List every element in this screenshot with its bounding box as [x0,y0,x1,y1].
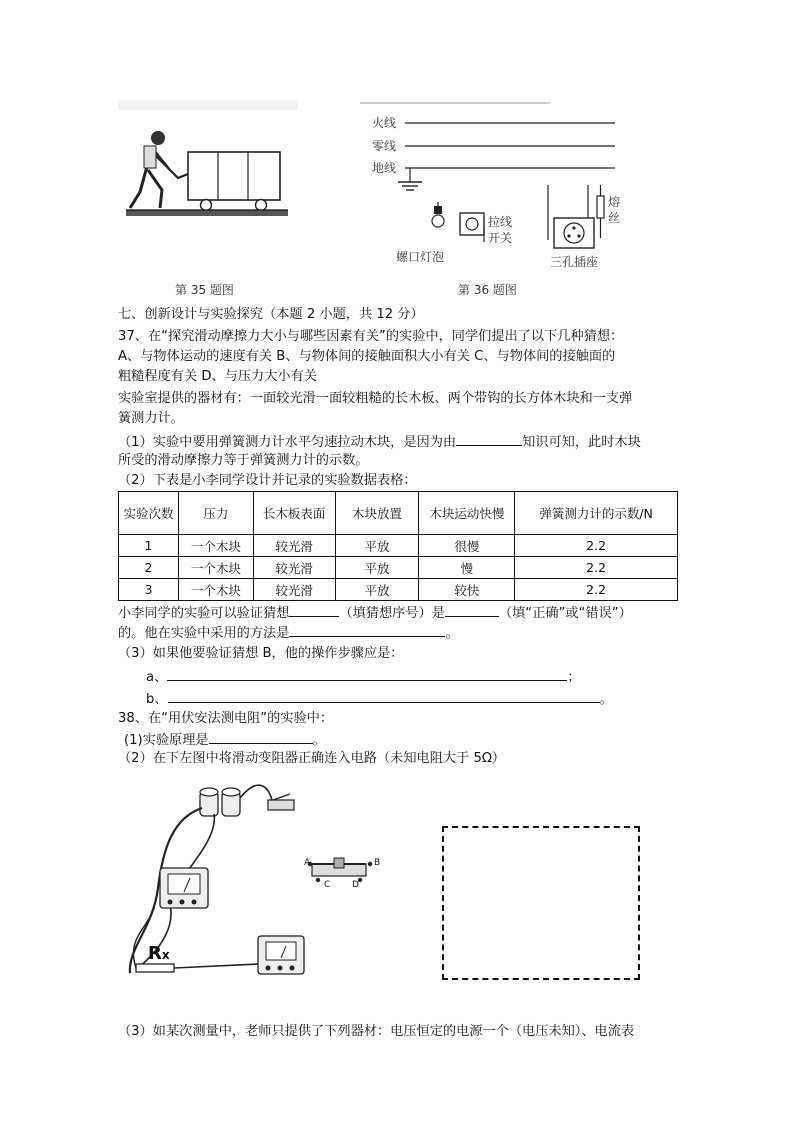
table-cell: 较光滑 [253,557,335,579]
rheostat-label-b: B [374,858,381,868]
table-header-row [119,492,678,535]
guess-number-blank[interactable] [289,602,339,617]
table-row [119,535,678,557]
label-switch-1: 拉线 [488,215,513,229]
circuit-drawing-box[interactable] [442,826,640,980]
rx-label-sub: x [161,948,170,962]
label-neutral-wire: 零线 [372,139,397,153]
section-heading: 七、创新设计与实验探究（本题 2 小题，共 12 分） [118,307,424,322]
table-cell: 较光滑 [253,535,335,557]
table-header: 弹簧测力计的示数/N [515,492,678,535]
figure-35-caption: 第 35 题图 [175,283,234,297]
step-a-blank[interactable] [167,666,567,681]
q37-part1-text-b: 知识可知，此时木块 [522,435,641,450]
q37-part2-text-d: 的。他在实验中采用的方法是 [118,626,290,641]
q37-part3-step-a [146,666,580,688]
table-cell: 一个木块 [178,557,253,579]
q37-intro: 37、在“探究滑动摩擦力大小与哪些因素有关”的实验中，同学们提出了以下几种猜想： [118,329,624,344]
q37-part2-text-a: 小李同学的实验可以验证猜想 [118,606,290,621]
table-cell: 平放 [335,557,419,579]
label-live-wire: 火线 [372,116,397,130]
table-header: 木块运动快慢 [419,492,515,535]
label-switch-2: 开关 [488,231,513,245]
q37-equipment-2: 簧测力计。 [118,411,184,426]
q37-guesses-2: 粗糙程度有关 D、与压力大小有关 [118,369,317,384]
table-cell: 2.2 [515,579,678,601]
rheostat-label-a: A [304,858,311,868]
rheostat-label-c: C [324,880,331,890]
table-row [119,557,678,579]
q37-part2-text-e: 。 [445,626,459,641]
q38-part1 [124,729,326,751]
figure-36-caption: 第 36 题图 [458,283,517,297]
table-cell: 一个木块 [178,535,253,557]
table-cell: 1 [119,535,179,557]
step-b-label: b、 [146,692,168,707]
label-socket: 三孔插座 [550,255,599,269]
table-cell: 3 [119,579,179,601]
label-fuse-2: 丝 [608,211,621,225]
table-cell: 慢 [419,557,515,579]
q38-part2: （2）在下左图中将滑动变阻器正确连入电路（未知电阻大于 5Ω） [118,751,506,766]
q37-part1-blank[interactable] [456,431,522,446]
q37-part2-text-b: （填猜想序号）是 [339,606,445,621]
q38-part1-text-b: 。 [312,733,326,748]
table-cell: 2.2 [515,535,678,557]
label-bulb: 螺口灯泡 [396,250,445,264]
table-cell: 2 [119,557,179,579]
principle-blank[interactable] [209,729,313,744]
q38-intro: 38、在“用伏安法测电阻”的实验中： [118,711,334,726]
table-header: 木块放置 [335,492,419,535]
table-cell: 2.2 [515,557,678,579]
table-cell: 很慢 [419,535,515,557]
table-header: 实验次数 [119,492,179,535]
q38-part3: （3）如某次测量中，老师只提供了下列器材：电压恒定的电源一个（电压未知）、电流表 [118,1024,635,1039]
q38-part1-text-a: (1)实验原理是 [124,733,209,748]
label-fuse-1: 熔 [608,195,621,209]
rheostat-label-d: D [352,880,359,890]
correct-wrong-blank[interactable] [445,602,499,617]
table-cell: 一个木块 [178,579,253,601]
q37-part2-answer-line2 [118,622,459,644]
table-row [119,579,678,601]
step-a-label: a、 [146,670,168,685]
q37-part1-line1 [118,431,641,453]
table-cell: 较快 [419,579,515,601]
q37-part3-intro: （3）如果他要验证猜想 B，他的操作步骤应是： [118,646,404,661]
step-b-end: 。 [599,692,613,707]
table-cell: 平放 [335,535,419,557]
q37-guesses-1: A、与物体运动的速度有关 B、与物体间的接触面积大小有关 C、与物体间的接触面的 [118,349,616,364]
q37-equipment-1: 实验室提供的器材有：一面较光滑一面较粗糙的长木板、两个带钩的长方体木块和一支弹 [118,391,633,406]
table-header: 压力 [178,492,253,535]
label-ground-wire: 地线 [372,161,397,175]
rx-label [148,943,170,964]
table-cell: 平放 [335,579,419,601]
method-blank[interactable] [289,622,445,637]
q37-part1-text-a: （1）实验中要用弹簧测力计水平匀速拉动木块，是因为由 [118,435,457,450]
q37-part1-line2: 所受的滑动摩擦力等于弹簧测力计的示数。 [118,453,369,468]
step-b-blank[interactable] [168,688,600,703]
step-a-end: ； [567,670,581,685]
figure-35-person-pushing-cart [118,100,298,250]
q37-part2-intro: （2）下表是小李同学设计并记录的实验数据表格： [118,473,417,488]
q37-part2-text-c: （填“正确”或“错误”） [498,606,632,621]
q37-part2-answer-line1 [118,602,632,624]
table-header: 长木板表面 [253,492,335,535]
q37-part3-step-b [146,688,613,710]
rx-label-r: R [148,943,162,964]
data-table [118,491,678,601]
table-cell: 较光滑 [253,579,335,601]
